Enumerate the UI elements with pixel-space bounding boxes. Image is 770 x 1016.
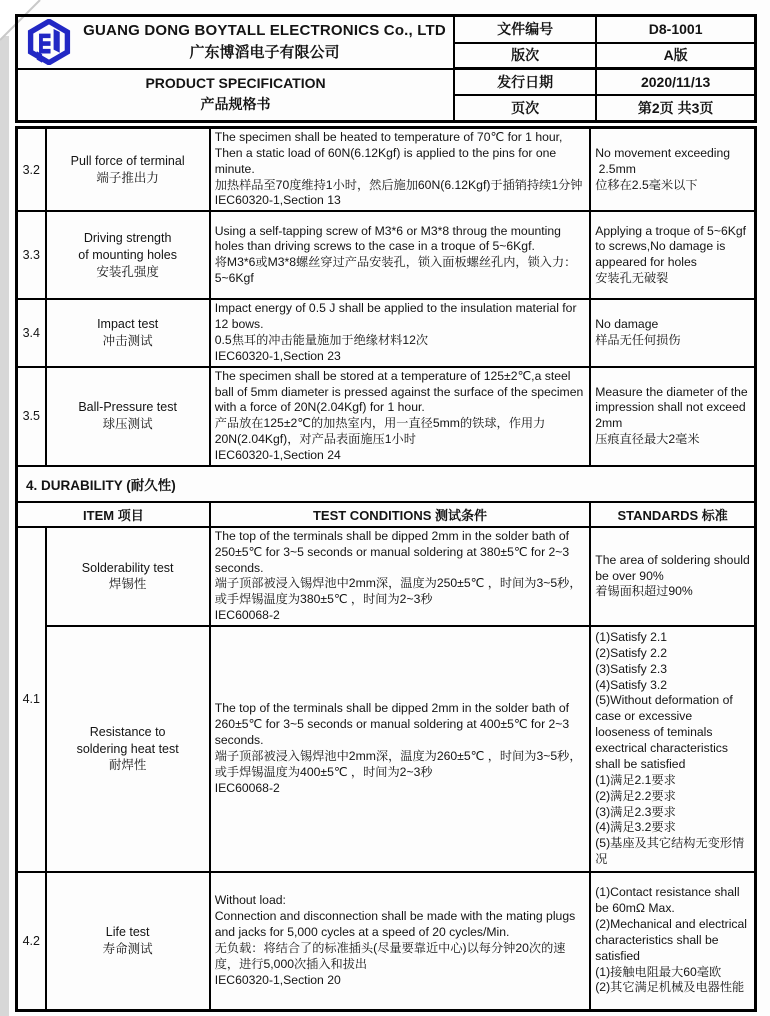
conditions-cell: The specimen shall be stored at a temperature of 125±2℃,a steel ball of 5mm diameter is pressed against the surface of the specimen with a force of 20N(2.04Kgf) for 1 hour. 产品放在125±2℃的加热室内，用一直径5mm的铁球，作用力 20N(2.04Kgf)，对产品表面施压1小时 IEC60320-1,Section 24 [210,367,591,466]
section-4-title: 4. DURABILITY (耐久性) [17,466,756,502]
row-number: 4.2 [17,872,46,1010]
table-row-4-1-soldering-heat [17,626,756,872]
table-row-3-4 [17,299,756,366]
conditions-cell: The top of the terminals shall be dipped 2mm in the solder bath of 250±5℃ for 3~5 seconds or manual soldering at 380±5℃ for 2~3 seconds. 端子顶部被浸入锡焊池中2mm深，温度为250±5℃ ，时间为3~5秒，或手焊锡温度为380±5℃ ，时间为2~3秒 IEC60068-2 [210,527,591,626]
document-header-table [15,14,757,123]
standards-cell: No damage 样品无任何损伤 [590,299,755,366]
item-cell: Ball-Pressure test 球压测试 [46,367,210,466]
product-title-cell [17,69,455,122]
product-title-en: PRODUCT SPECIFICATION [145,75,326,92]
section-title-row [17,466,756,502]
item-cell: Pull force of terminal 端子推出力 [46,128,210,212]
table-row-4-1-solderability [17,527,756,626]
scan-page-edge [0,36,9,1016]
rev-value: A版 [596,43,755,69]
item-cell: Driving strength of mounting holes 安装孔强度 [46,211,210,299]
company-name-cn: 广东博滔电子有限公司 [189,44,340,62]
item-cell: Solderability test 焊锡性 [46,527,210,626]
page-no-value: 第2页 共3页 [596,95,755,122]
row-number: 3.3 [17,211,46,299]
standards-cell: Measure the diameter of the impression shall not exceed 2mm 压痕直径最大2毫米 [590,367,755,466]
column-header-standards: STANDARDS 标准 [590,502,755,527]
product-title-cn: 产品规格书 [200,96,271,113]
issue-date-value: 2020/11/13 [596,69,755,95]
company-name-en: GUANG DONG BOYTALL ELECTRONICS Co., LTD [83,22,446,40]
row-number: 3.5 [17,367,46,466]
company-cell [17,16,455,69]
table-row-4-2 [17,872,756,1010]
issue-date-label: 发行日期 [454,69,596,95]
document-page [15,14,757,1012]
conditions-cell: Using a self-tapping screw of M3*6 or M3*8 throug the mounting holes than driving screws to the case in a troque of 5~6Kgf. 将M3*6或M3*8螺丝穿过产品安装孔，锁入面板螺丝孔内，锁入力：5~6Kgf [210,211,591,299]
row-number: 3.4 [17,299,46,366]
conditions-cell: Without load: Connection and disconnection shall be made with the mating plugs and jacks for 5,000 cycles at a speed of 20 cycles/Min. 无负载：将结合了的标准插头(尽量要靠近中心)以每分钟20次的速度，进行5,000次插入和拔出 IEC60320-1,Section 20 [210,872,591,1010]
item-cell: Resistance to soldering heat test 耐焊性 [46,626,210,872]
table-row-3-5 [17,367,756,466]
rev-label: 版次 [454,43,596,69]
specification-table [15,126,757,1012]
column-header-item: ITEM 项目 [17,502,210,527]
column-header-conditions: TEST CONDITIONS 测试条件 [210,502,591,527]
conditions-cell: The top of the terminals shall be dipped 2mm in the solder bath of 260±5℃ for 3~5 seconds or manual soldering at 400±5℃ for 2~3 seconds. 端子顶部被浸入锡焊池中2mm深，温度为260±5℃ ，时间为3~5秒，或手焊锡温度为400±5℃ ，时间为2~3秒 IEC60068-2 [210,626,591,872]
standards-cell: The area of soldering should be over 90% 着锡面积超过90% [590,527,755,626]
column-header-row [17,502,756,527]
company-logo [24,19,74,65]
item-cell: Impact test 冲击测试 [46,299,210,366]
boytall-cube-logo-icon [25,19,73,65]
standards-cell: (1)Contact resistance shall be 60mΩ Max. (2)Mechanical and electrical characteristics shall be satisfied (1)接触电阻最大60毫欧 (2)其它满足机械及电器性能 [590,872,755,1010]
conditions-cell: Impact energy of 0.5 J shall be applied to the insulation material for 12 bows. 0.5焦耳的冲击能量施加于绝缘材料12次 IEC60320-1,Section 23 [210,299,591,366]
table-row-3-3 [17,211,756,299]
conditions-cell: The specimen shall be heated to temperature of 70℃ for 1 hour, Then a static load of 60N(6.12Kgf) is applied to the pins for one minute. 加热样品至70度维持1小时，然后施加60N(6.12Kgf)于插销持续1分钟 IEC60320-1,Section 13 [210,128,591,212]
row-number: 4.1 [17,527,46,872]
standards-cell: No movement exceeding 2.5mm 位移在2.5毫米以下 [590,128,755,212]
standards-cell: (1)Satisfy 2.1 (2)Satisfy 2.2 (3)Satisfy 2.3 (4)Satisfy 3.2 (5)Without deformation of case or excessive looseness of teminals exectrical characteristics shall be satisfied (1)满足2.1要求 (2)满足2.2要求 (3)满足2.3要求 (4)满足3.2要求 (5)基座及其它结构无变形情况 [590,626,755,872]
doc-no-value: D8-1001 [596,16,755,43]
item-cell: Life test 寿命测试 [46,872,210,1010]
row-number: 3.2 [17,128,46,212]
doc-no-label: 文件编号 [454,16,596,43]
table-row-3-2 [17,128,756,212]
standards-cell: Applying a troque of 5~6Kgf to screws,No damage is appeared for holes 安装孔无破裂 [590,211,755,299]
page-no-label: 页次 [454,95,596,122]
